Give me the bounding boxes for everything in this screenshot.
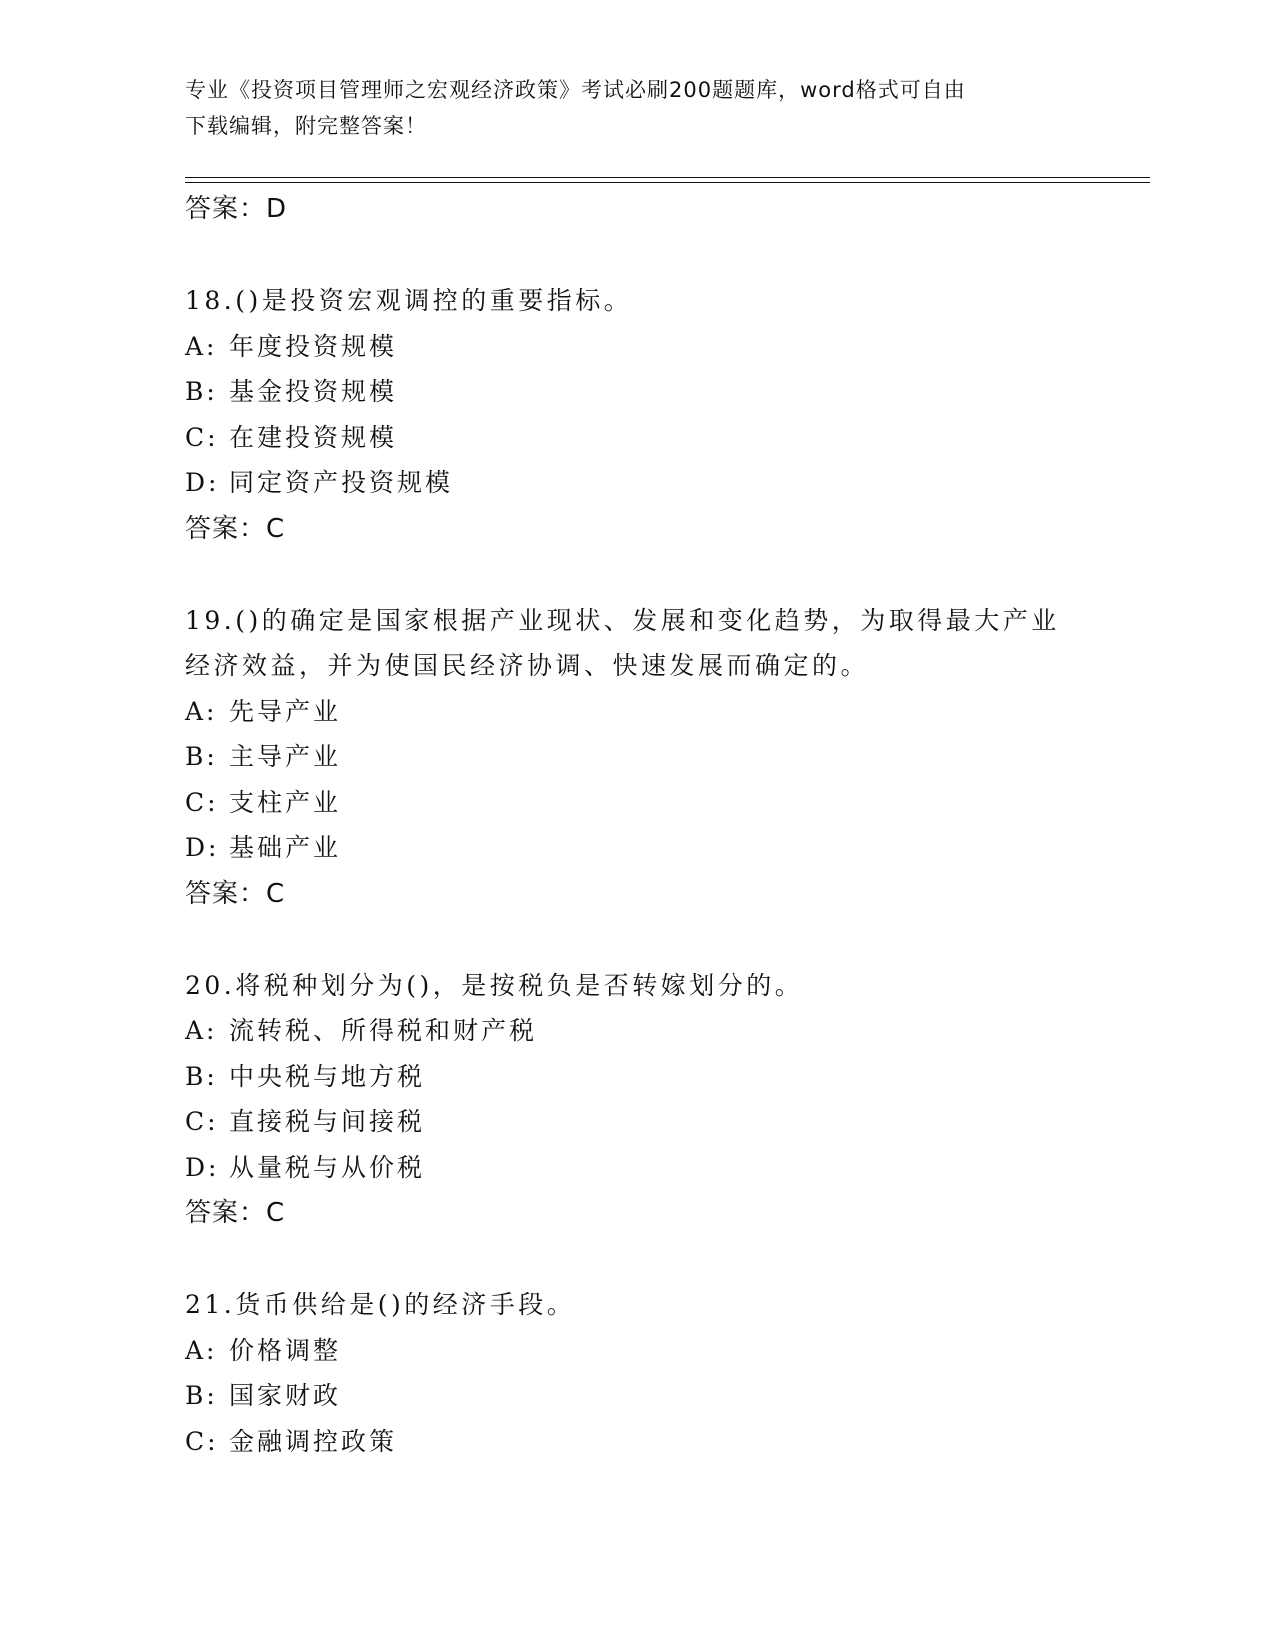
previous-answer: 答案：D [185, 194, 288, 224]
question-block [185, 278, 1145, 552]
answer-line: 答案：C [185, 513, 286, 544]
option-key: B: [185, 1061, 218, 1091]
option-key: B: [185, 742, 218, 771]
answer-option [185, 415, 1145, 461]
option-key: A: [185, 1335, 218, 1365]
answer-option [185, 1373, 1145, 1419]
question-block [185, 1282, 1145, 1464]
answer-option [185, 369, 1145, 415]
option-key: A: [185, 696, 218, 726]
option-text: 先导产业 [229, 696, 342, 726]
question-list [185, 186, 1145, 1464]
answer-option [185, 1419, 1145, 1465]
answer-option [185, 1328, 1145, 1374]
option-text: 中央税与地方税 [229, 1061, 426, 1091]
option-key: B: [185, 377, 218, 406]
option-text: 年度投资规模 [229, 331, 398, 361]
option-key: C: [185, 787, 219, 817]
answer-option [185, 825, 1145, 871]
answer-option [185, 1099, 1145, 1145]
question-title: 19.()的确定是国家根据产业现状、发展和变化趋势，为取得最大产业 [185, 605, 1060, 635]
header-rule-bottom [185, 182, 1150, 183]
option-text: 从量税与从价税 [229, 1152, 426, 1182]
answer-option [185, 1008, 1145, 1054]
answer-option [185, 460, 1145, 506]
question-title: 经济效益，并为使国民经济协调、快速发展而确定的。 [185, 651, 870, 680]
question-title: 20.将税种划分为()，是按税负是否转嫁划分的。 [185, 970, 804, 1000]
header-line-2: 下载编辑，附完整答案！ [185, 114, 427, 138]
option-text: 金融调控政策 [229, 1426, 398, 1456]
option-text: 价格调整 [229, 1335, 342, 1365]
answer-option [185, 780, 1145, 826]
option-key: D: [185, 468, 220, 497]
answer-line: 答案：C [185, 878, 286, 909]
answer-option [185, 734, 1145, 780]
answer-option [185, 1145, 1145, 1191]
header-line-1: 专业《投资项目管理师之宏观经济政策》考试必刷200题题库，word格式可自由 [185, 78, 966, 102]
option-text: 流转税、所得税和财产税 [229, 1016, 538, 1045]
header-rule-top [185, 177, 1150, 178]
answer-option [185, 324, 1145, 370]
option-text: 基础产业 [229, 833, 342, 862]
question-block [185, 598, 1145, 917]
option-key: D: [185, 1152, 220, 1182]
option-text: 国家财政 [229, 1381, 342, 1410]
option-text: 直接税与间接税 [229, 1107, 426, 1136]
option-key: C: [185, 1107, 219, 1136]
answer-line: 答案：C [185, 1198, 286, 1228]
answer-option [185, 1054, 1145, 1100]
option-key: B: [185, 1381, 218, 1410]
option-text: 同定资产投资规模 [229, 468, 454, 497]
answer-option [185, 689, 1145, 735]
option-key: A: [185, 1016, 218, 1045]
option-key: C: [185, 1426, 219, 1456]
option-key: D: [185, 833, 220, 862]
question-block [185, 963, 1145, 1237]
option-text: 在建投资规模 [229, 422, 398, 452]
option-key: C: [185, 422, 219, 452]
question-title: 18.()是投资宏观调控的重要指标。 [185, 286, 633, 315]
question-title: 21.货币供给是()的经济手段。 [185, 1290, 576, 1319]
option-text: 主导产业 [229, 742, 342, 771]
option-text: 支柱产业 [229, 787, 342, 817]
option-text: 基金投资规模 [229, 377, 398, 406]
option-key: A: [185, 331, 218, 361]
document-header [185, 72, 1085, 144]
